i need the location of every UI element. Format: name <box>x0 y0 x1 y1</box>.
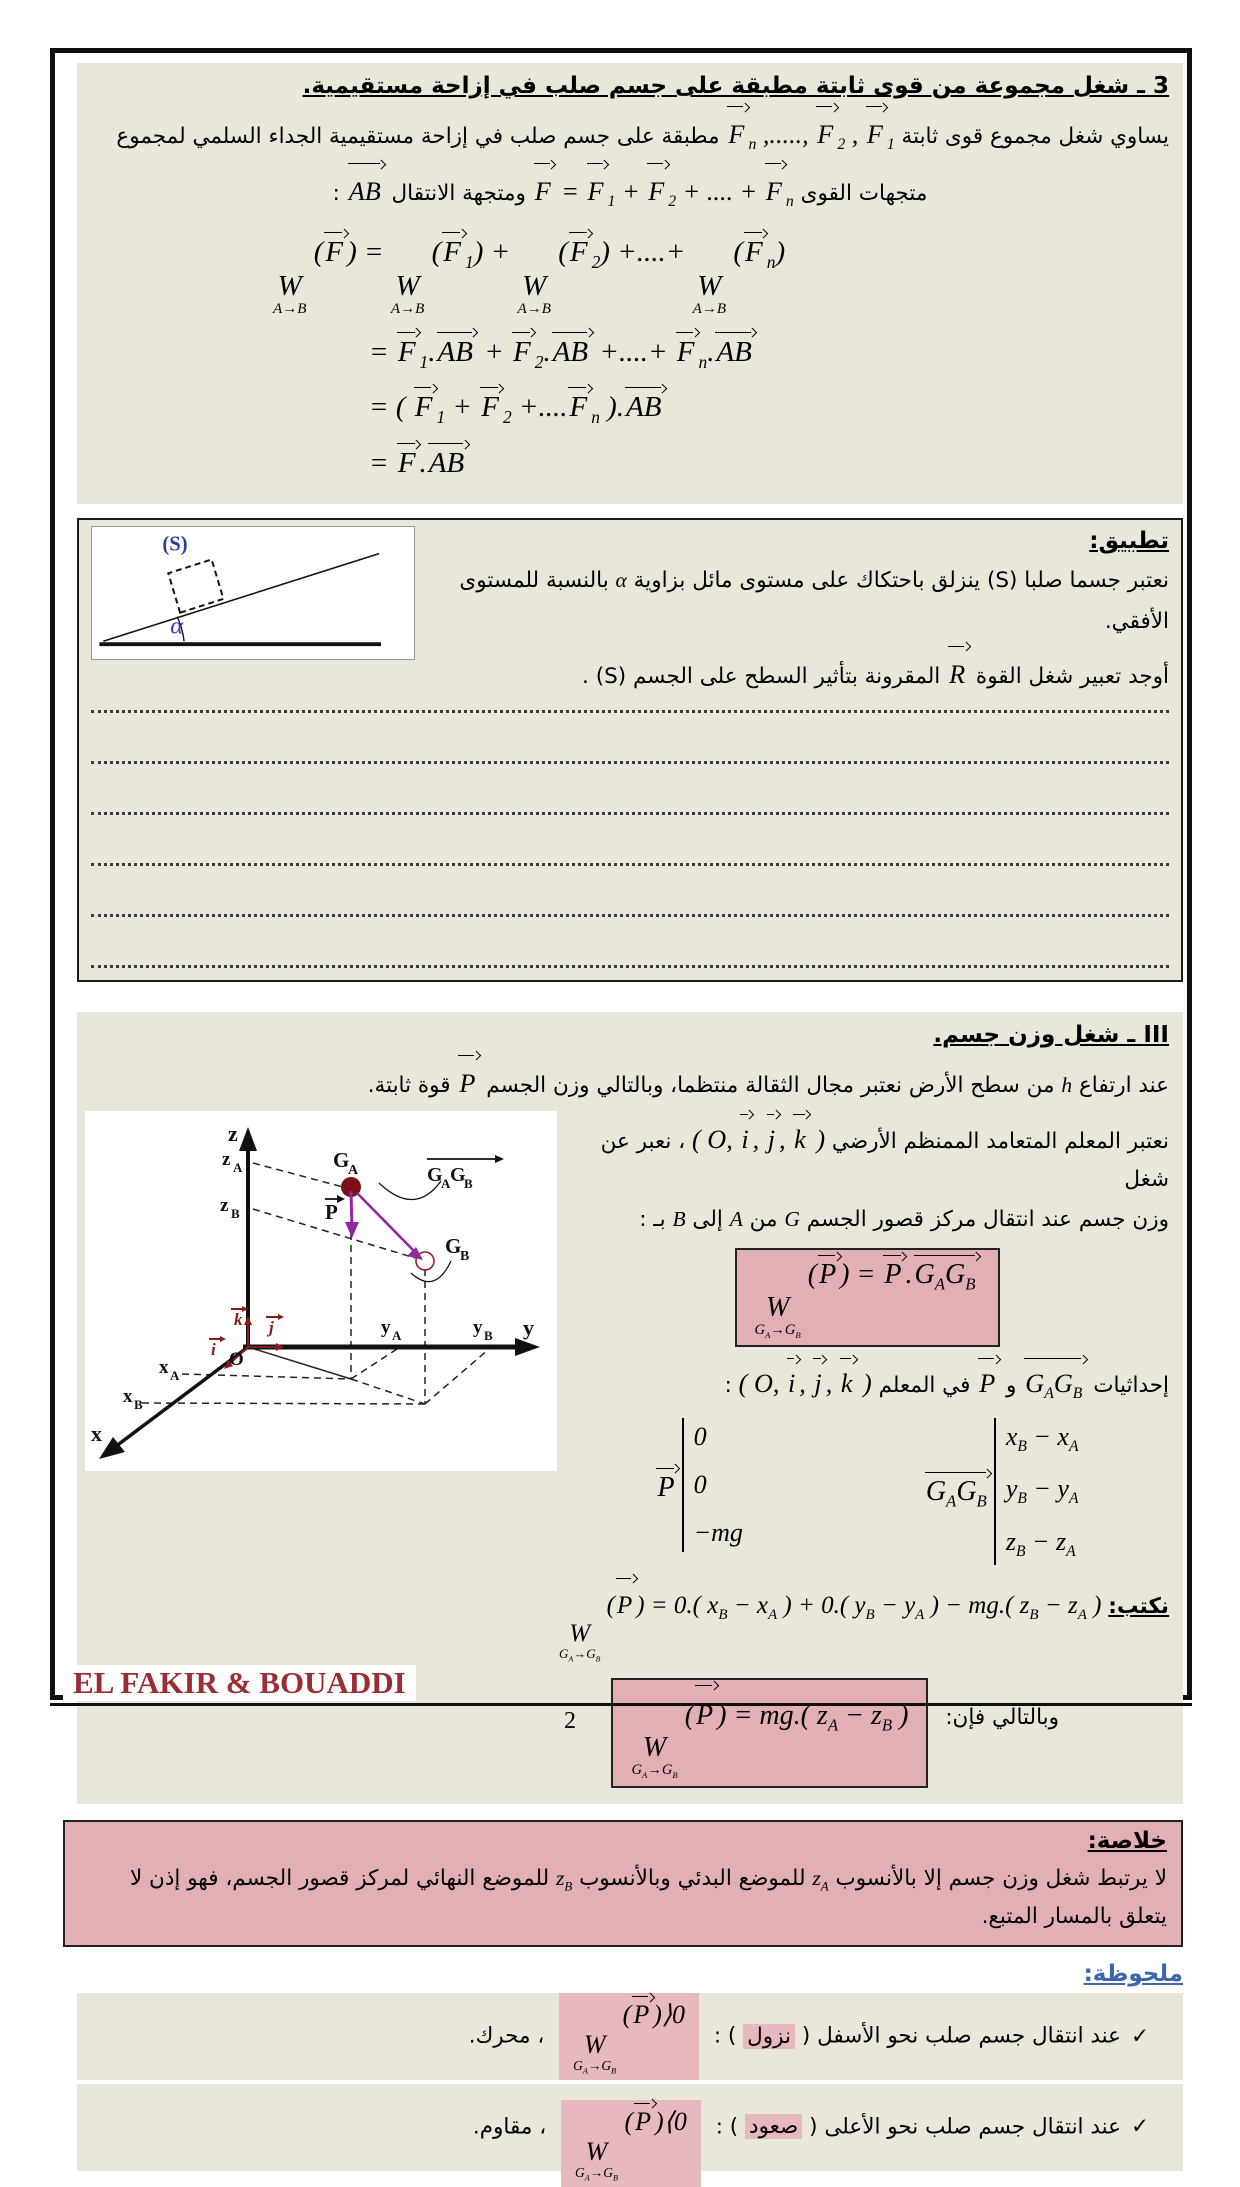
note-text: ، مقاوم. <box>472 2114 553 2140</box>
incline-plane-svg <box>92 527 412 657</box>
nakteb-formula: W $G_A\to G_B$ (P ) = 0.( $x_B - x_A$ ) + 0.( $y_B - y_A$ ) − mg.( $z_B - z_A$ ) <box>559 1577 1101 1664</box>
dotted-answer-line <box>91 866 1169 917</box>
math-line-4: = F .AB <box>369 442 1169 480</box>
GAGB-label-2: G <box>450 1163 466 1186</box>
conclusion-label: وبالتالي فإن: <box>945 1704 1059 1730</box>
section-weight-title: III ـ شغل وزن جسم. <box>933 1021 1169 1048</box>
work-negative-formula: W $G_A\to G_B$ (P )⟨0 <box>561 2100 701 2187</box>
dotted-answer-line <box>91 713 1169 764</box>
section-3 <box>77 63 1183 504</box>
page-frame <box>50 48 1192 2183</box>
math-line-1: W A→B (F ) = W A→B (F $_1$) + W A→B (F $_2$) +....+ W A→B (F $_n$) <box>273 231 1169 316</box>
zA-label: z <box>222 1148 231 1170</box>
P-label: P <box>325 1199 338 1224</box>
weight-work-formula-box: W $G_A\to G_B$ (P ) = P $.G_AG_B$ <box>735 1248 1000 1347</box>
component-columns <box>565 1418 1169 1565</box>
page-number: 2 <box>564 1708 576 1734</box>
math-line-3: = ( F $_1$ + F $_2$ +....F $_n$ ).AB <box>369 386 1169 428</box>
GAGB-sub-2: B <box>464 1175 473 1191</box>
math-line-2: = F $_1$.AB + F $_2$.AB +....+ F $_n$.AB <box>369 331 1169 373</box>
yB-sub: B <box>484 1327 493 1343</box>
note-title: ملحوظة: <box>1083 1961 1183 1988</box>
GB-label: G <box>445 1233 462 1258</box>
z-axis-label: z <box>228 1120 238 1146</box>
dotted-answer-line <box>91 704 1169 713</box>
j-label: j <box>269 1317 274 1337</box>
xB-label: x <box>123 1385 133 1407</box>
dotted-answer-line <box>91 815 1169 866</box>
note-section <box>77 1961 1183 2183</box>
y-axis-label: y <box>523 1314 534 1340</box>
nakteb-label: نكتب: <box>1108 1593 1169 1619</box>
GB-sub: B <box>460 1248 470 1264</box>
block-label: (S) <box>162 533 188 556</box>
GAGB-sub-1: A <box>441 1175 451 1191</box>
keyword-ascent: صعود <box>745 2114 802 2139</box>
k-label: k <box>234 1309 243 1329</box>
weight-vector <box>351 1191 352 1227</box>
section-3-intro: يساوي شغل مجموع قوى ثابتة F $_n$ ,....., F $_2$ , F $_1$ مطبقة على جسم صلب في إزاحة مستقيمية الجداء السلمي لمجموع <box>91 105 1169 160</box>
zA-sub: A <box>233 1159 243 1175</box>
origin-label: O <box>229 1348 244 1370</box>
weight-p2: نعتبر المعلم المتعامد الممنظم الأرضي ( O, i , j , k ) ، نعبر عن شغل <box>565 1113 1169 1199</box>
application-section <box>77 518 1183 982</box>
yA-label: y <box>381 1316 391 1338</box>
i-label: i <box>211 1339 216 1359</box>
angle-label: α <box>170 612 184 640</box>
p-components: P 0 0 −mg <box>655 1418 742 1565</box>
note-text: ) : <box>707 2023 744 2049</box>
zB-label: z <box>220 1194 229 1216</box>
keyword-descent: نزول <box>743 2024 795 2049</box>
diagram-background <box>85 1111 557 1467</box>
xA-sub: A <box>170 1367 180 1383</box>
x-axis-label: x <box>91 1420 102 1446</box>
xB-sub: B <box>134 1396 143 1412</box>
application-text-1: نعتبر جسما صلبا (S) ينزلق باحتكاك على مستوى مائل بزاوية α بالنسبة للمستوى الأفقي. <box>459 568 1169 635</box>
summary-title: خلاصة: <box>1087 1827 1167 1854</box>
note-item-up <box>77 2084 1183 2183</box>
application-title: تطبيق: <box>1089 528 1169 555</box>
section-3-vectors-line: متجهات القوى F = F $_1$ + F $_2$ + .... + F $_n$ ومتجهة الانتقال AB : <box>91 162 1169 217</box>
GAGB-label-1: G <box>427 1163 443 1186</box>
GA-sub: A <box>348 1162 359 1178</box>
footer-authors: EL FAKIR & BOUADDI <box>63 1665 416 1701</box>
work-sum-derivation <box>273 231 1169 480</box>
check-icon: ✓ <box>1130 2023 1149 2049</box>
weight-p1: عند ارتفاع h من سطح الأرض نعتبر مجال الثقالة منتظما، وبالتالي وزن الجسم P قوة ثابتة. <box>85 1054 1169 1109</box>
note-text: ) : <box>708 2114 745 2140</box>
section-3-title: 3 ـ شغل مجموعة من قوى ثابتة مطبقة على جسم صلب في إزاحة مستقيمية. <box>302 73 1169 99</box>
work-positive-formula: W $G_A\to G_B$ (P )⟩0 <box>559 1993 699 2080</box>
note-text: عند انتقال جسم صلب نحو الأسفل ( <box>795 2023 1121 2049</box>
note-text: عند انتقال جسم صلب نحو الأعلى ( <box>802 2114 1121 2140</box>
coords-intro: إحداثيات $G_AG_B$ و P في المعلم ( O, i , j , k ) : <box>565 1357 1169 1408</box>
check-icon: ✓ <box>1130 2114 1149 2140</box>
weight-p3: وزن جسم عند انتقال مركز قصور الجسم G من A إلى B بـ : <box>639 1206 1169 1232</box>
summary-box <box>63 1820 1183 1948</box>
xA-label: x <box>159 1356 169 1378</box>
incline-plane-diagram <box>91 526 415 660</box>
yB-label: y <box>473 1316 483 1338</box>
frame-underline <box>50 1703 1192 1706</box>
note-item-down <box>77 1993 1183 2080</box>
nakteb-line <box>85 1577 1169 1664</box>
conclusion-formula-box: W $G_A\to G_B$ (P ) = mg.( $z_A - z_B$ ) <box>611 1678 928 1788</box>
gagb-components: $G_AG_B$ $x_B - x_A$ $y_B - y_A$ $z_B - z_A$ <box>924 1418 1079 1565</box>
yA-sub: A <box>392 1327 402 1343</box>
application-text-2: أوجد تعبير شغل القوة R المقرونة بتأثير السطح على الجسم (S) . <box>429 645 1169 700</box>
incline-line <box>103 554 379 642</box>
zB-sub: B <box>231 1205 240 1221</box>
note-text: ، محرك. <box>468 2023 552 2049</box>
block-outline <box>168 560 223 613</box>
GA-label: G <box>333 1147 350 1172</box>
answer-lines <box>91 704 1169 968</box>
dotted-answer-line <box>91 917 1169 968</box>
dotted-answer-line <box>91 764 1169 815</box>
axes-3d-diagram <box>85 1111 557 1471</box>
summary-text: لا يرتبط شغل وزن جسم إلا بالأنسوب $z_A$ للموضع البدئي وبالأنسوب $z_B$ للموضع النهائي لمركز قصور الجسم، فهو إذن لا يتعلق بالمسار المتبع. <box>129 1865 1167 1929</box>
axes-3d-svg <box>85 1111 557 1467</box>
